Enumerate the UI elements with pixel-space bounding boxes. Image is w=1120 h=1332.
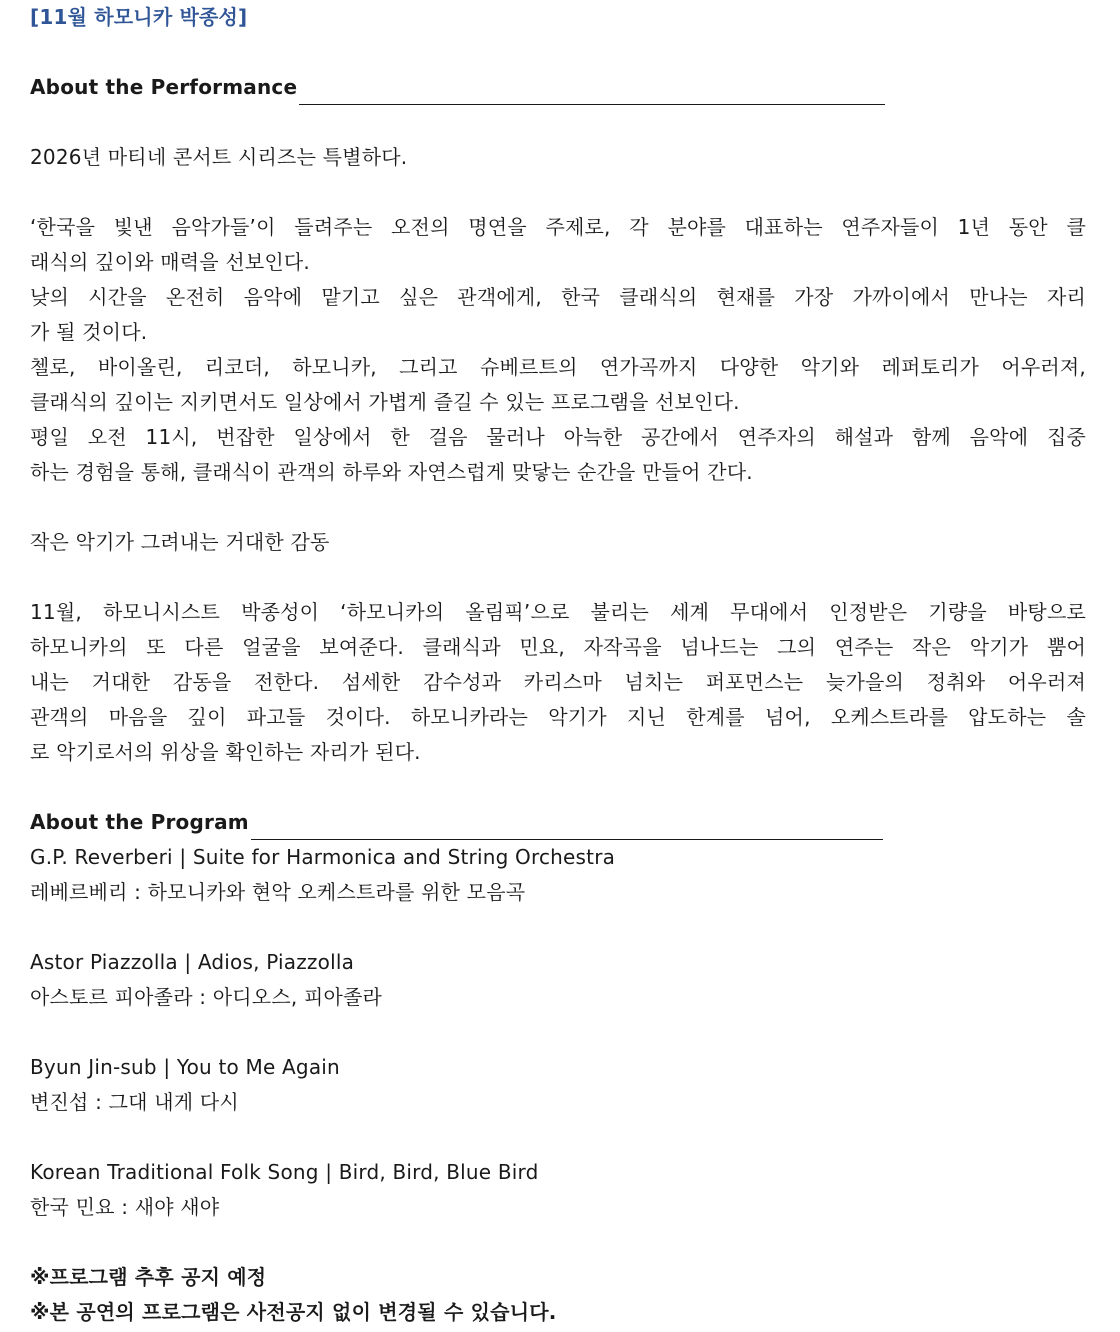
program-item-ko: 레베르베리 : 하모니카와 현악 오케스트라를 위한 모음곡: [30, 880, 526, 904]
para2-line: 로 악기로서의 위상을 확인하는 자리가 된다.: [30, 740, 421, 764]
heading-underline: [299, 77, 885, 105]
para2-line: 하모니카의 또 다른 얼굴을 보여준다. 클래식과 민요, 자작곡을 넘나드는 그의 연주는 작은 악기가 뿜어: [30, 635, 1086, 659]
para1-line: 낮의 시간을 온전히 음악에 맡기고 싶은 관객에게, 한국 클래식의 현재를 가장 가까이에서 만나는 자리: [30, 285, 1086, 309]
program-heading-text: About the Program: [30, 810, 249, 834]
spacer: [30, 1015, 1086, 1050]
para1-line: 가 될 것이다.: [30, 320, 148, 344]
heading-underline: [251, 812, 883, 840]
spacer: [30, 1225, 1086, 1260]
para1-line: ‘한국을 빛낸 음악가들’이 들려주는 오전의 명연을 주제로, 각 분야를 대표하는 연주자들이 1년 동안 클: [30, 215, 1086, 239]
performance-subheading: 작은 악기가 그려내는 거대한 감동: [30, 530, 330, 554]
notice-line: ※본 공연의 프로그램은 사전공지 없이 변경될 수 있습니다.: [30, 1300, 557, 1324]
para1-line: 첼로, 바이올린, 리코더, 하모니카, 그리고 슈베르트의 연가곡까지 다양한 악기와 레퍼토리가 어우러져,: [30, 355, 1086, 379]
para1-line: 평일 오전 11시, 번잡한 일상에서 한 걸음 물러나 아늑한 공간에서 연주자의 해설과 함께 음악에 집중: [30, 425, 1086, 449]
intro-line: 2026년 마티네 콘서트 시리즈는 특별하다.: [30, 145, 408, 169]
program-item-ko: 변진섭 : 그대 내게 다시: [30, 1090, 239, 1114]
spacer: [30, 175, 1086, 210]
spacer: [30, 770, 1086, 805]
para1-line: 래식의 깊이와 매력을 선보인다.: [30, 250, 310, 274]
notice-line: ※프로그램 추후 공지 예정: [30, 1265, 267, 1289]
program-heading: [30, 805, 1086, 840]
program-item-en: Astor Piazzolla | Adios, Piazzolla: [30, 950, 355, 974]
para2-line: 관객의 마음을 깊이 파고들 것이다. 하모니카라는 악기가 지닌 한계를 넘어, 오케스트라를 압도하는 솔: [30, 705, 1086, 729]
program-item-ko: 한국 민요 : 새야 새야: [30, 1195, 220, 1219]
performance-heading-text: About the Performance: [30, 75, 298, 99]
page-title: [11월 하모니카 박종성]: [30, 5, 248, 29]
spacer: [30, 560, 1086, 595]
program-item-en: Byun Jin-sub | You to Me Again: [30, 1055, 340, 1079]
spacer: [30, 910, 1086, 945]
para2-line: 11월, 하모니시스트 박종성이 ‘하모니카의 올림픽’으로 불리는 세계 무대에서 인정받은 기량을 바탕으로: [30, 600, 1086, 624]
program-item-en: Korean Traditional Folk Song | Bird, Bird, Blue Bird: [30, 1160, 539, 1184]
spacer: [30, 1120, 1086, 1155]
program-item-ko: 아스토르 피아졸라 : 아디오스, 피아졸라: [30, 985, 383, 1009]
para1-line: 하는 경험을 통해, 클래식이 관객의 하루와 자연스럽게 맞닿는 순간을 만들어 간다.: [30, 460, 753, 484]
para2-line: 내는 거대한 감동을 전한다. 섬세한 감수성과 카리스마 넘치는 퍼포먼스는 늦가을의 정취와 어우러져: [30, 670, 1086, 694]
performance-heading: [30, 70, 1086, 105]
spacer: [30, 490, 1086, 525]
document: [30, 0, 1086, 1330]
spacer: [30, 35, 1086, 70]
spacer: [30, 105, 1086, 140]
para1-line: 클래식의 깊이는 지키면서도 일상에서 가볍게 즐길 수 있는 프로그램을 선보인다.: [30, 390, 740, 414]
program-item-en: G.P. Reverberi | Suite for Harmonica and String Orchestra: [30, 845, 616, 869]
